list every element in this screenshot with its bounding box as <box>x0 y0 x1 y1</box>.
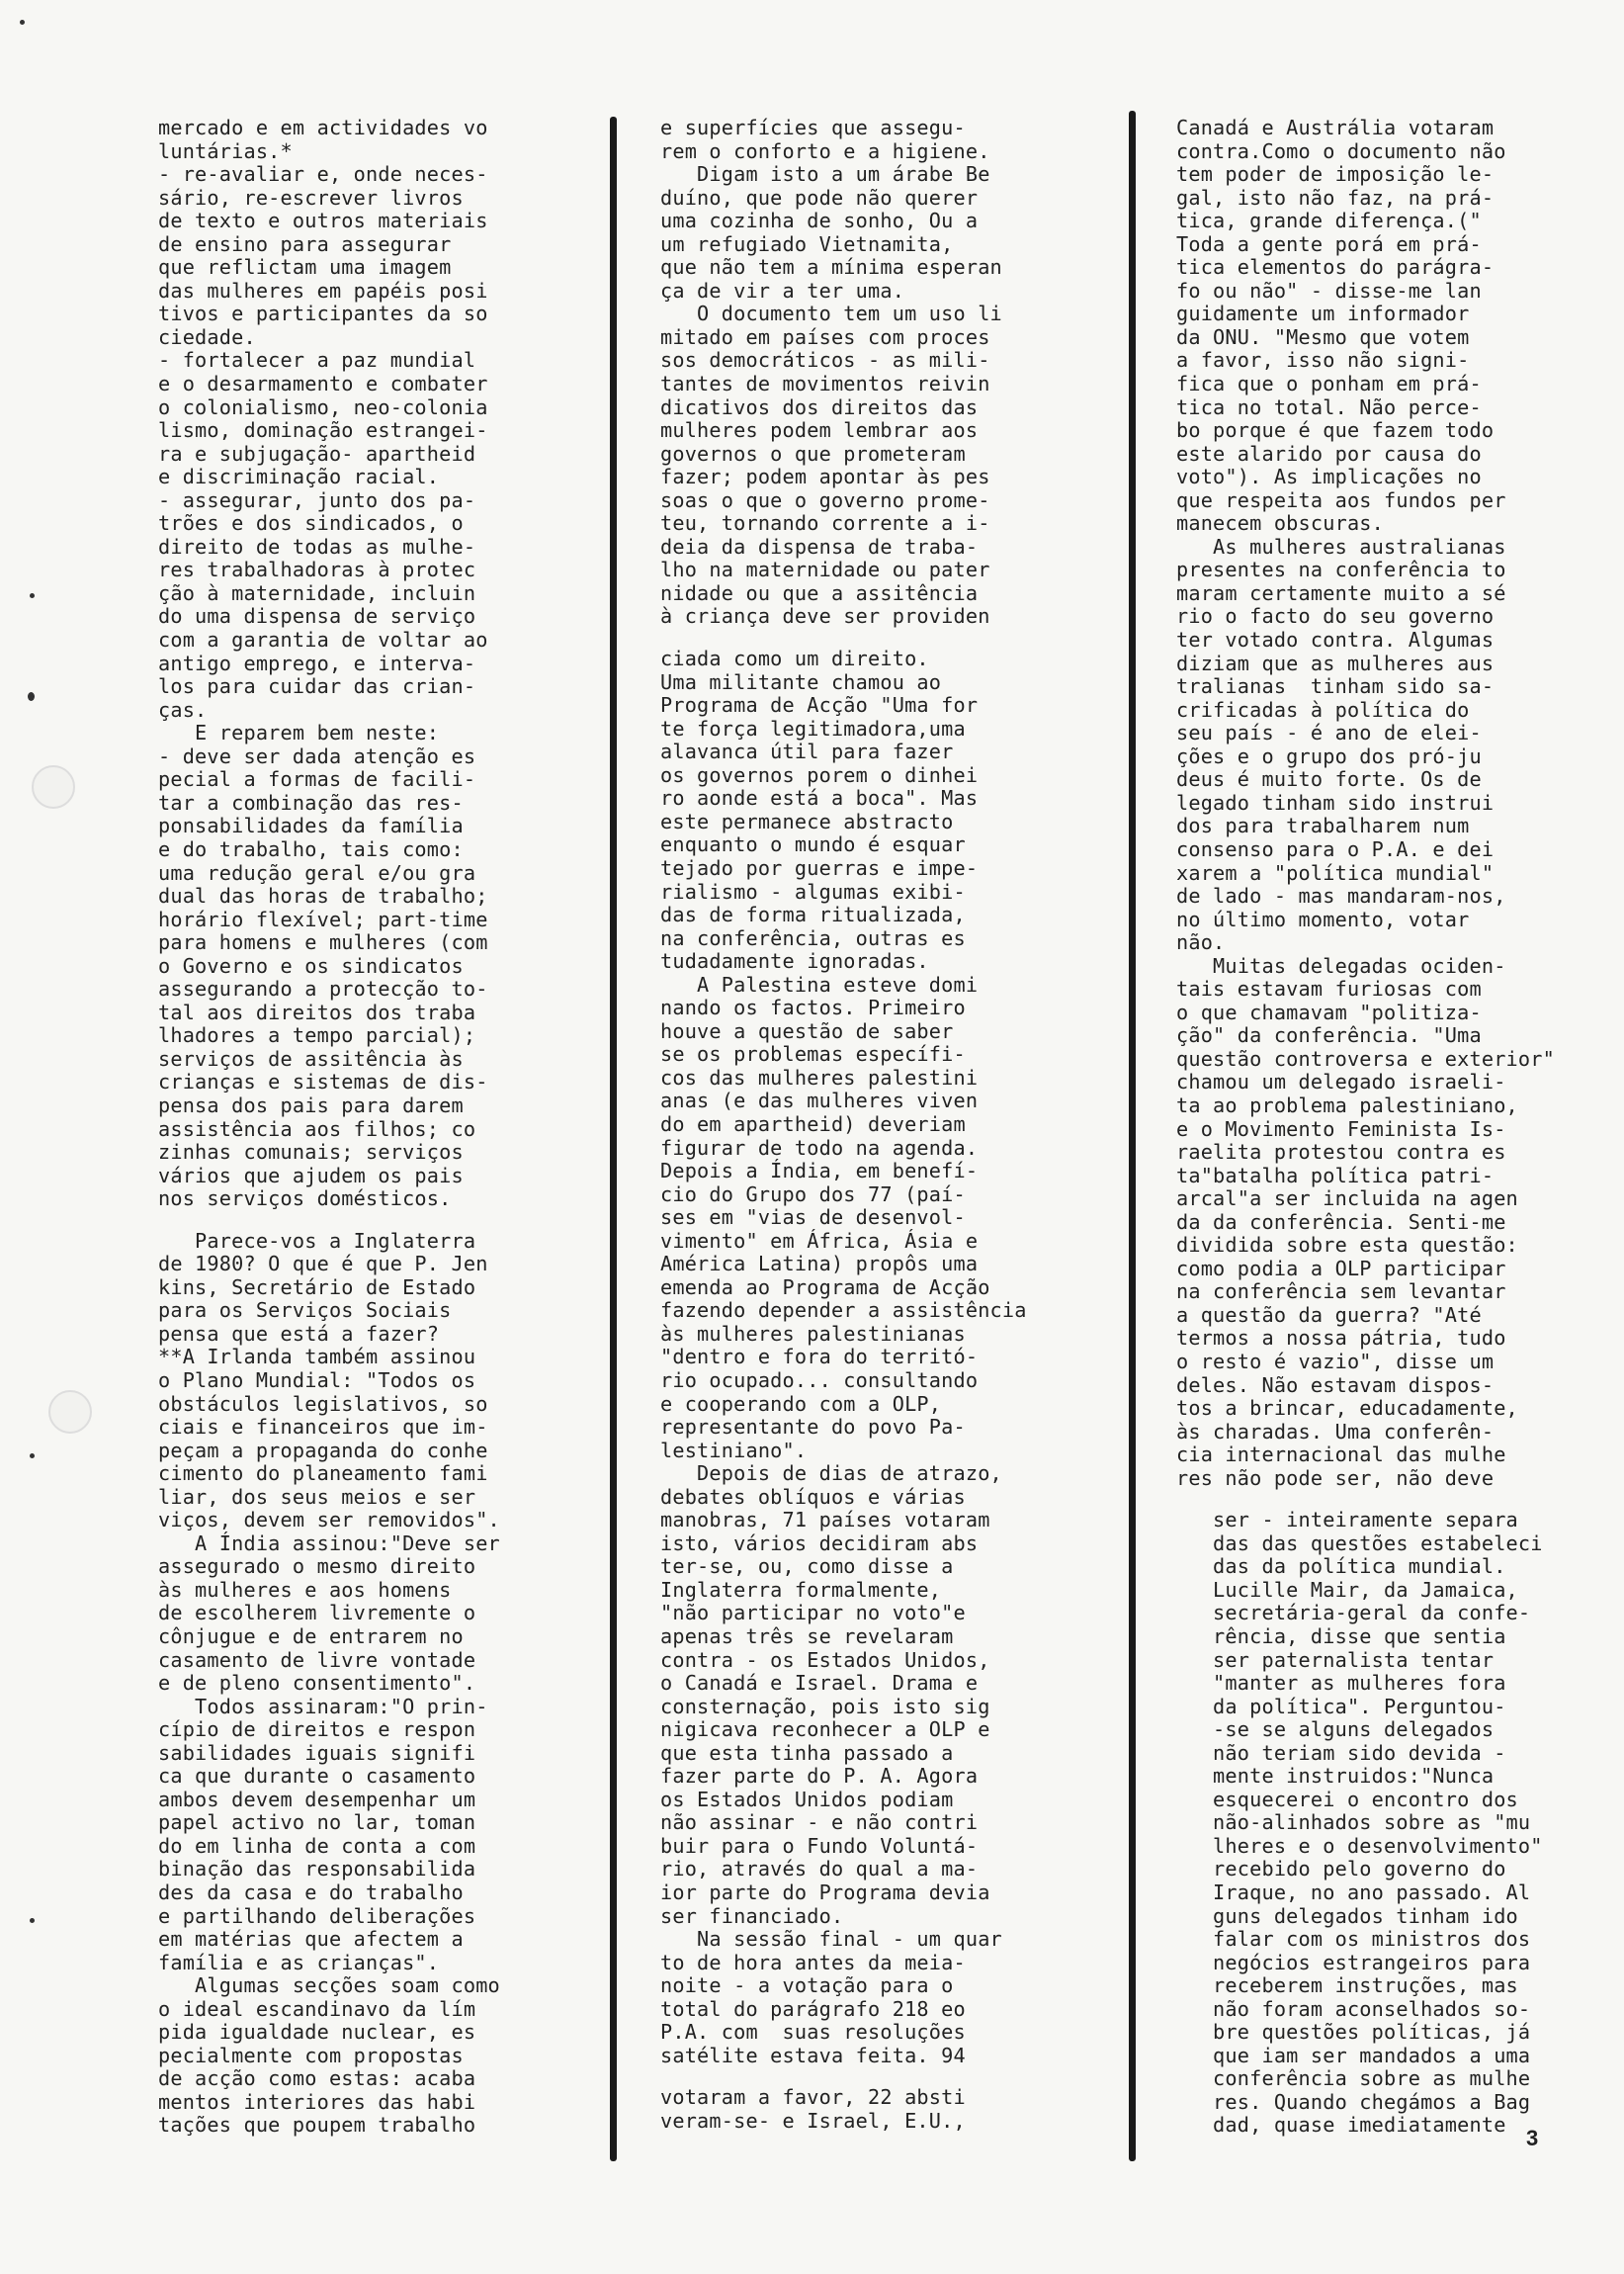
paragraph: votaram a favor, 22 absti veram-se- e Israel, E.U., <box>660 2085 966 2133</box>
paragraph: mercado e em actividades vo luntárias.* - re-avaliar e, onde neces- sário, re-escrever livros de texto e outros materiais de ensino para assegurar que reflictam uma imagem das mulheres em papéis posi tivos e participantes da so ciedade. - fortalecer a paz mundial e o desarmamento e combater o colonialismo, neo-colonia lismo, dominação estrangei- ra e subjugação- apartheid e discriminação racial. - assegurar, junto dos pa- trões e dos sindicados, o direito de todas as mulhe- res trabalhadoras à protec ção à maternidade, incluin do uma dispensa de serviço com a garantia de voltar ao antigo emprego, e interva- los para cuidar das crian- ças. <box>158 116 488 722</box>
text-column-2 <box>660 117 1046 2133</box>
text-column-3 <box>1176 117 1572 2138</box>
page-number: 3 <box>1526 2126 1539 2150</box>
column-divider-rule <box>1129 111 1136 2161</box>
scan-speck <box>20 20 25 25</box>
paragraph: Canadá e Austrália votaram contra.Como o documento não tem poder de imposição le- gal, isto não faz, na prá- tica, grande diferença.(" Toda a gente porá em prá- tica elementos do parágra- fo ou não" - disse-me lan guidamente um informador da ONU. "Mesmo que votem a favor, isso não signi- fica que o ponham em prá- tica no total. Não perce- bo porque é que fazem todo este alarido por causa do voto"). As implicações no que respeita aos fundos per manecem obscuras. As mulheres australianas presentes na conferência to maram certamente muito a sé rio o facto do seu governo ter votado contra. Algumas diziam que as mulheres aus tralianas tinham sido sa- crificadas à política do seu país - é ano de elei- ções e o grupo dos pró-ju deus é muito forte. Os de legado tinham sido instrui dos para trabalharem num consenso para o P.A. e dei xarem a "política mundial" de lado - mas mandaram-nos, no último momento, votar não. Muitas delegadas ociden- tais estavam furiosas com o que chamavam "politiza- ção" da conferência. "Uma questão controversa e exterior" chamou um delegado israeli- ta ao problema palestiniano, e o Movimento Feminista Is- raelita protestou contra es ta"batalha política patri- arcal"a ser incluida na agen da da conferência. Senti-me dividida sobre esta questão: como podia a OLP participar na conferência sem levantar a questão da guerra? "Até termos a nossa pátria, tudo o resto é vazio", disse um deles. Não estavam dispos- tos a brincar, educadamente, às charadas. Uma conferên- cia internacional das mulhe res não pode ser, não deve <box>1176 116 1555 1490</box>
scan-speck <box>28 692 35 701</box>
scan-speck <box>30 1918 35 1923</box>
scan-speck <box>30 593 35 598</box>
scan-speck <box>30 1453 35 1458</box>
text-column-1 <box>158 117 558 2138</box>
paragraph: Parece-vos a Inglaterra de 1980? O que é que P. Jen kins, Secretário de Estado para os Serviços Sociais pensa que está a fazer? **A Irlanda também assinou o Plano Mundial: "Todos os obstáculos legislativos, so ciais e financeiros que im- peçam a propaganda do conhe cimento do planeamento fami liar, dos seus meios e ser viços, devem ser removidos". A Índia assinou:"Deve ser assegurado o mesmo direito às mulheres e aos homens de escolherem livremente o cônjugue e de entrarem no casamento de livre vontade e de pleno consentimento". Todos assinaram:"O prin- cípio de direitos e respon sabilidades iguais signifi ca que durante o casamento ambos devem desempenhar um papel activo no lar, toman do em linha de conta a com binação das responsabilida des da casa e do trabalho e partilhando deliberações em matérias que afectem a família e as crianças". Algumas secções soam como o ideal escandinavo da lím pida igualdade nuclear, es pecialmente com propostas de acção como estas: acaba mentos interiores das habi tações que poupem trabalho <box>158 1228 500 2138</box>
paragraph: E reparem bem neste: - deve ser dada atenção es pecial a formas de facili- tar a combinação das res- ponsabilidades da família e do trabalho, tais como: uma redução geral e/ou gra dual das horas de trabalho; horário flexível; part-time para homens e mulheres (com o Governo e os sindicatos assegurando a protecção to- tal aos direitos dos traba lhadores a tempo parcial); serviços de assitência às crianças e sistemas de dis- pensa dos pais para darem assistência aos filhos; co zinhas comunais; serviços vários que ajudem os pais nos serviços domésticos. <box>158 721 488 1211</box>
column-divider-rule <box>610 117 617 2161</box>
paragraph: ciada como um direito. Uma militante chamou ao Programa de Acção "Uma for te força legitimadora,uma alavanca útil para fazer os governos porem o dinhei ro aonde está a boca". Mas este permanece abstracto enquanto o mundo é esquar tejado por guerras e impe- rialismo - algumas exibi- das de forma ritualizada, na conferência, outras es tudadamente ignoradas. A Palestina esteve domi nando os factos. Primeiro houve a questão de saber se os problemas específi- cos das mulheres palestini anas (e das mulheres viven do em apartheid) deveriam figurar de todo na agenda. Depois a Índia, em benefí- cio do Grupo dos 77 (paí- ses em "vias de desenvol- vimento" em África, Ásia e América Latina) propôs uma emenda ao Programa de Acção fazendo depender a assistência às mulheres palestinianas "dentro e fora do territó- rio ocupado... consultando e cooperando com a OLP, representante do povo Pa- lestiniano". Depois de dias de atrazo, debates oblíquos e várias manobras, 71 países votaram isto, vários decidiram abs ter-se, ou, como disse a Inglaterra formalmente, "não participar no voto"e apenas três se revelaram contra - os Estados Unidos, o Canadá e Israel. Drama e consternação, pois isto sig nigicava reconhecer a OLP e que esta tinha passado a fazer parte do P. A. Agora os Estados Unidos podiam não assinar - e não contri buir para o Fundo Voluntá- rio, através do qual a ma- ior parte do Programa devia ser financiado. Na sessão final - um quar to de hora antes da meia- noite - a votação para o total do parágrafo 218 eo P.A. com suas resoluções satélite estava feita. 94 <box>660 647 1027 2067</box>
paragraph: ser - inteiramente separa das das questões estabeleci das da política mundial. Lucille Mair, da Jamaica, secretária-geral da confe- rência, disse que sentia ser paternalista tentar "manter as mulheres fora da política". Perguntou- -se se alguns delegados não teriam sido devida - mente instruidos:"Nunca esquecerei o encontro dos não-alinhados sobre as "mu lheres e o desenvolvimento" recebido pelo governo do Iraque, no ano passado. Al guns delegados tinham ido falar com os ministros dos negócios estrangeiros para receberem instruções, mas não foram aconselhados so- bre questões políticas, já que iam ser mandados a uma conferência sobre as mulhe res. Quando chegámos a Bag dad, quase imediatamente <box>1213 1508 1543 2138</box>
paragraph: e superfícies que assegu- rem o conforto e a higiene. Digam isto a um árabe Be duíno, que pode não querer uma cozinha de sonho, Ou a um refugiado Vietnamita, que não tem a mínima esperan ça de vir a ter uma. O documento tem um uso li mitado em países com proces sos democráticos - as mili- tantes de movimentos reivin dicativos dos direitos das mulheres podem lembrar aos governos o que prometeram fazer; podem apontar às pes soas o que o governo prome- teu, tornando corrente a i- deia da dispensa de traba- lho na maternidade ou pater nidade ou que a assitência à criança deve ser providen <box>660 116 1002 629</box>
punch-hole <box>32 765 75 809</box>
punch-hole <box>48 1390 92 1434</box>
